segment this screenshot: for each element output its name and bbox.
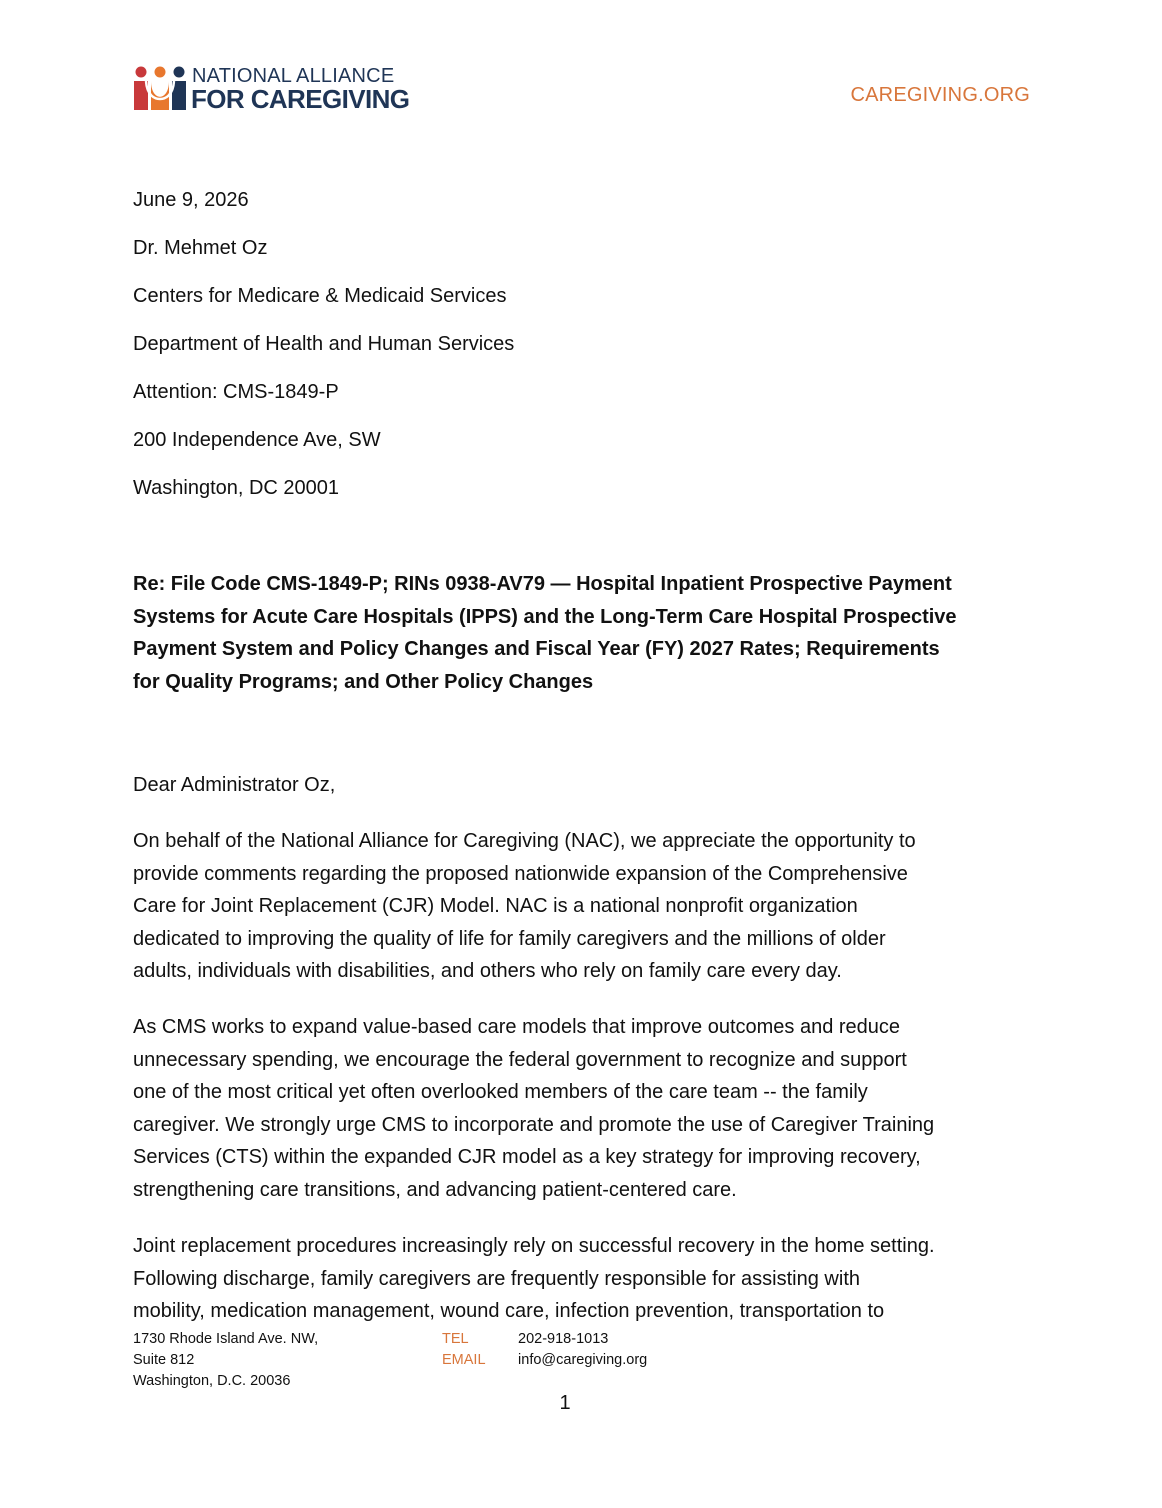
logo-text-line1: NATIONAL ALLIANCE [192, 65, 395, 87]
footer-address-line: 1730 Rhode Island Ave. NW, [133, 1331, 319, 1347]
website-link[interactable]: CAREGIVING.ORG [850, 84, 1030, 106]
paragraph-line: one of the most critical yet often overlooked members of the care team -- the family [133, 1081, 868, 1103]
paragraph-3 [133, 1230, 1033, 1328]
recipient-department: Department of Health and Human Services [133, 333, 515, 355]
recipient-name: Dr. Mehmet Oz [133, 237, 268, 259]
phone-number[interactable]: 202-918-1013 [518, 1331, 609, 1347]
paragraph-line: strengthening care transitions, and advancing patient-centered care. [133, 1178, 737, 1201]
subject-line-1: Re: File Code CMS-1849-P; RINs 0938-AV79 — Hospital Inpatient Prospective Payment [133, 573, 952, 595]
email-row [442, 1350, 647, 1371]
paragraph-line: adults, individuals with disabilities, and others who rely on family care every day. [133, 960, 842, 982]
footer-address-line: Washington, D.C. 20036 [133, 1373, 291, 1389]
paragraph-line: As CMS works to expand value-based care models that improve outcomes and reduce [133, 1016, 901, 1038]
subject-line-3: Payment System and Policy Changes and Fiscal Year (FY) 2027 Rates; Requirements [133, 638, 940, 660]
footer-address-line: Suite 812 [133, 1352, 195, 1368]
subject-line [133, 568, 1033, 698]
logo [133, 64, 423, 112]
paragraph-line: Care for Joint Replacement (CJR) Model. NAC is a national nonprofit organization [133, 895, 858, 917]
recipient-organization: Centers for Medicare & Medicaid Services [133, 285, 507, 307]
salutation: Dear Administrator Oz, [133, 774, 336, 796]
paragraph-line: On behalf of the National Alliance for Caregiving (NAC), we appreciate the opportunity to [133, 830, 916, 852]
footer-contact [442, 1329, 647, 1371]
email-address[interactable]: info@caregiving.org [518, 1352, 648, 1368]
paragraph-line: provide comments regarding the proposed nationwide expansion of the Comprehensive [133, 862, 908, 885]
attention-line: Attention: CMS-1849-P [133, 381, 339, 403]
subject-line-2: Systems for Acute Care Hospitals (IPPS) and the Long-Term Care Hospital Prospective [133, 605, 957, 628]
paragraph-line: mobility, medication management, wound care, infection prevention, transportation to [133, 1300, 885, 1322]
paragraph-2 [133, 1011, 1033, 1206]
page-number: 1 [559, 1392, 571, 1414]
paragraph-line: dedicated to improving the quality of life for family caregivers and the millions of older [133, 927, 886, 950]
paragraph-line: Joint replacement procedures increasingly rely on successful recovery in the home setting. [133, 1235, 935, 1257]
logo-text-line2: FOR CAREGIVING [191, 84, 410, 114]
city-address: Washington, DC 20001 [133, 477, 340, 499]
paragraph-line: Following discharge, family caregivers are frequently responsible for assisting with [133, 1267, 860, 1290]
paragraph-line: caregiver. We strongly urge CMS to incorporate and promote the use of Caregiver Training [133, 1113, 935, 1136]
email-label: EMAIL [442, 1352, 486, 1368]
paragraph-line: unnecessary spending, we encourage the federal government to recognize and support [133, 1048, 907, 1071]
footer-address [133, 1329, 318, 1392]
letter-date: June 9, 2026 [133, 189, 249, 211]
paragraph-1 [133, 825, 1033, 988]
phone-label: TEL [442, 1331, 469, 1347]
street-address: 200 Independence Ave, SW [133, 429, 381, 451]
paragraph-line: Services (CTS) within the expanded CJR model as a key strategy for improving recovery, [133, 1146, 921, 1168]
family-logo-icon [133, 66, 187, 110]
phone-row [442, 1329, 647, 1350]
subject-line-4: for Quality Programs; and Other Policy Changes [133, 670, 594, 693]
